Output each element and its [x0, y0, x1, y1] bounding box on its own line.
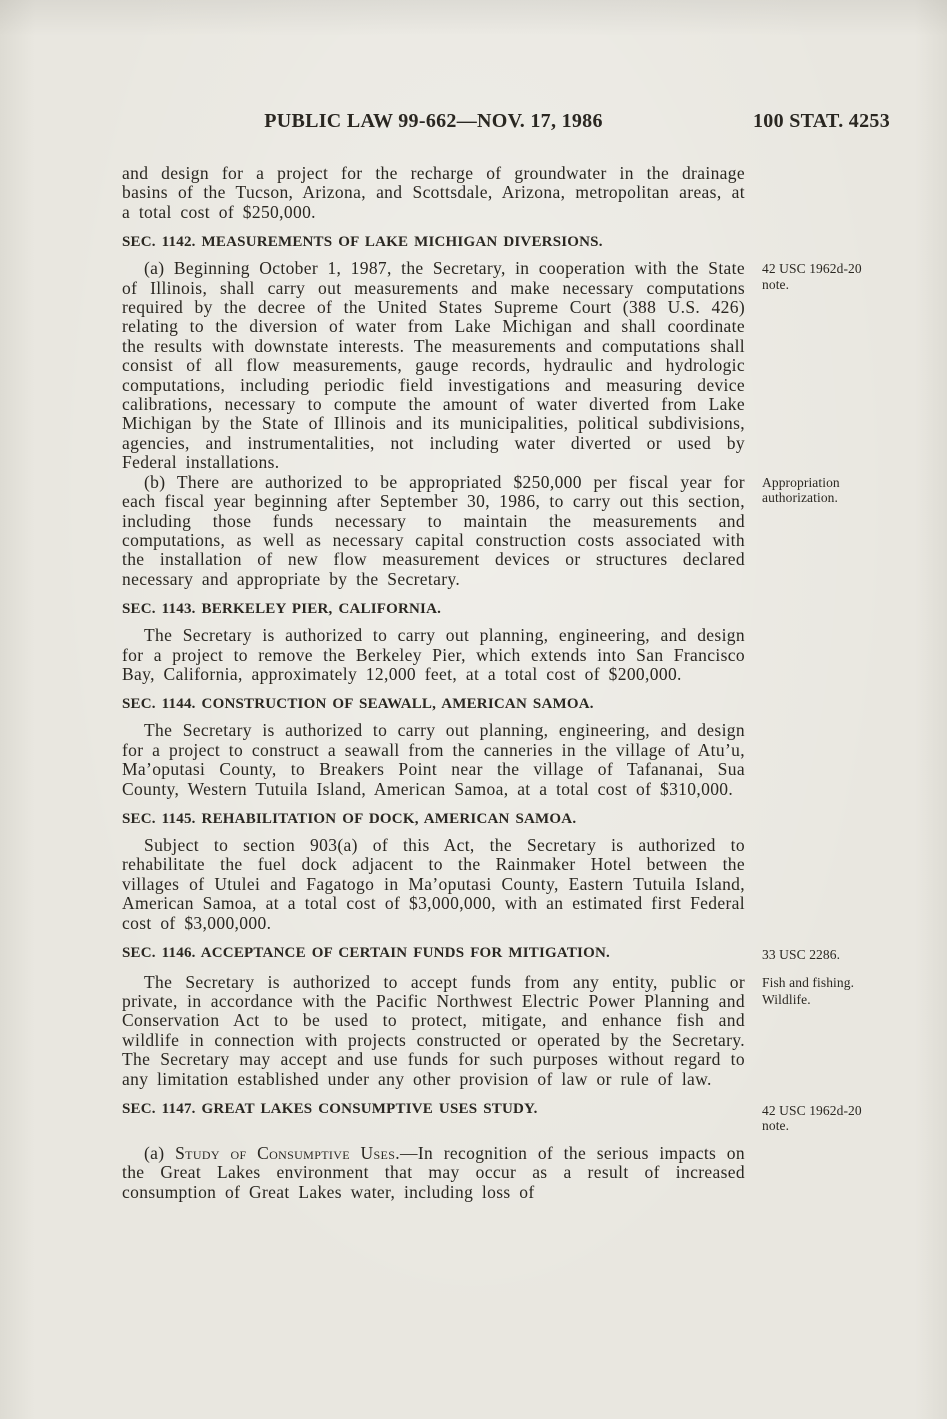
margin-note: Fish and fishing.: [762, 974, 855, 990]
statute-block: [122, 696, 890, 713]
section-heading: SEC. 1146. ACCEPTANCE OF CERTAIN FUNDS FOR MITIGATION.: [122, 945, 610, 961]
section-heading: SEC. 1142. MEASUREMENTS OF LAKE MICHIGAN DIVERSIONS.: [122, 234, 603, 251]
margin-note: Wildlife.: [762, 992, 811, 1007]
statute-block: [122, 973, 890, 1089]
margin-note: 33 USC 2286.: [762, 947, 841, 962]
statute-block: [122, 945, 890, 965]
margin-notes: [762, 696, 890, 698]
law-title: PUBLIC LAW 99-662—NOV. 17, 1986: [264, 110, 603, 132]
section-heading: SEC. 1143. BERKELEY PIER, CALIFORNIA.: [122, 601, 442, 618]
statute-paragraph: (a) Beginning October 1, 1987, the Secretary, in cooperation with the State of Illinois, shall carry out measurements and make necessary computations required by the decree of the United States Supreme Court (388 U.S. 426) relating to the diversion of water from Lake Michigan and shall coordinate the results with downstate interests. The measurements and computations shall consist of all flow measurements, gauge records, hydraulic and hydrologic computations, including periodic field investigations and measuring device calibrations, necessary to compute the amount of water diverted from Lake Michigan by the State of Illinois and its municipalities, political subdivisions, agencies, and instrumentalities, not including water diverted or used by Federal installations.: [122, 258, 745, 473]
page-content: [122, 110, 890, 1202]
statute-paragraph: The Secretary is authorized to carry out planning, engineering, and design for a project to remove the Berkeley Pier, which extends into San Francisco Bay, California, approximately 12,000 feet, at a total cost of $200,000.: [122, 625, 745, 684]
statute-block: [122, 234, 890, 251]
margin-notes: [762, 601, 890, 603]
margin-notes: [762, 945, 890, 965]
statute-block: [122, 601, 890, 618]
statute-paragraph: [122, 1144, 745, 1202]
margin-notes: [762, 473, 890, 508]
paragraph-smallcaps-title: Study of Consumptive Uses: [175, 1142, 396, 1163]
stat-page-number: 100 STAT. 4253: [753, 110, 890, 132]
statute-paragraph: and design for a project for the recharge of groundwater in the drainage basins of the Tucson, Arizona, and Scottsdale, Arizona, metropolitan areas, at a total cost of $250,000.: [122, 163, 745, 222]
margin-notes: [762, 811, 890, 813]
margin-notes: [762, 164, 890, 166]
statute-paragraph: The Secretary is authorized to accept funds from any entity, public or private, in accordance with the Pacific Northwest Electric Power Planning and Conservation Act to be used to protect, mitigate, and enhance fish and wildlife in connection with projects constructed or operated by the Secretary. The Secretary may accept and use funds for such purposes without regard to any limitation established under any other provision of law or rule of law.: [122, 971, 745, 1089]
margin-notes: [762, 234, 890, 236]
paragraph-rest: .—In recognition of the serious impacts on the Great Lakes environment that may occur as a result of increased consumption of Great Lakes water, including loss of: [122, 1142, 745, 1202]
margin-notes: [762, 973, 890, 1010]
section-heading: SEC. 1145. REHABILITATION OF DOCK, AMERICAN SAMOA.: [122, 810, 577, 827]
statute-block: [122, 626, 890, 684]
margin-notes: [762, 721, 890, 723]
statute-paragraph: Subject to section 903(a) of this Act, the Secretary is authorized to rehabilitate the fuel dock adjacent to the Rainmaker Hotel between the villages of Utulei and Fagatogo in Ma’oputasi County, Eastern Tutuila Island, American Samoa, at a total cost of $3,000,000, with an estimated first Federal cost of $3,000,000.: [122, 834, 745, 933]
paragraph-lead: (a): [144, 1142, 176, 1163]
margin-notes: [762, 836, 890, 838]
margin-notes: [762, 1101, 890, 1136]
statute-block: [122, 259, 890, 472]
statute-paragraph: The Secretary is authorized to carry out planning, engineering, and design for a project to construct a seawall from the canneries in the village of Atu’u, Ma’oputasi County, to Breakers Point near the village of Tafananai, Sua County, Western Tutuila Island, American Samoa, at a total cost of $310,000.: [122, 720, 745, 799]
margin-note: 42 USC 1962d-20 note.: [762, 261, 862, 292]
margin-notes: [762, 1144, 890, 1146]
running-head: [122, 110, 890, 133]
margin-note: 42 USC 1962d-20 note.: [762, 1102, 862, 1134]
statute-block: [122, 164, 890, 222]
statute-paragraph: (b) There are authorized to be appropriated $250,000 per fiscal year for each fiscal year beginning after September 30, 1986, to carry out this section, including those funds necessary to maintain the measurements and computations, as well as necessary capital construction costs associated with the installation of new flow measurement devices or structures declared necessary and appropriate by the Secretary.: [122, 471, 745, 589]
statute-block: [122, 473, 890, 589]
margin-notes: [762, 259, 890, 294]
statute-block: [122, 836, 890, 933]
statute-block: [122, 811, 890, 828]
statute-block: [122, 1144, 890, 1202]
margin-notes: [762, 626, 890, 628]
section-heading: SEC. 1144. CONSTRUCTION OF SEAWALL, AMERICAN SAMOA.: [122, 696, 594, 713]
section-heading: SEC. 1147. GREAT LAKES CONSUMPTIVE USES STUDY.: [122, 1100, 538, 1117]
statute-block: [122, 721, 890, 799]
margin-note: Appropriation authorization.: [762, 474, 840, 506]
statute-block: [122, 1101, 890, 1136]
